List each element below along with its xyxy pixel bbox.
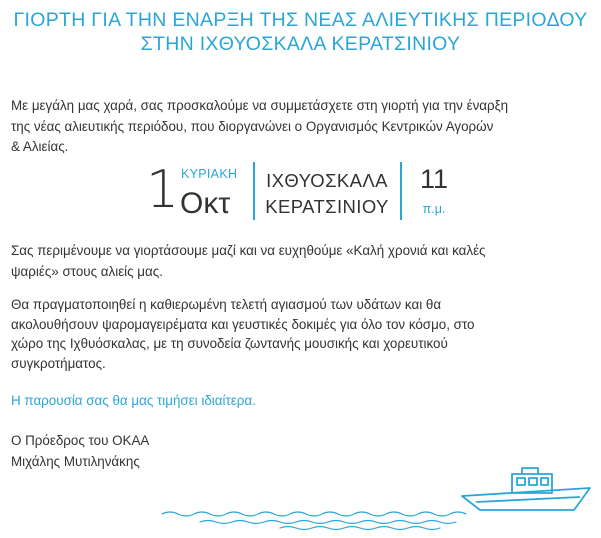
event-day-number: 1 bbox=[146, 160, 180, 220]
intro-line: Με μεγάλη μας χαρά, σας προσκαλούμε να συμμετάσχετε στη γιορτή για την έναρξη bbox=[11, 98, 509, 113]
event-period: π.μ. bbox=[422, 202, 446, 216]
honor-note: Η παρουσία σας θα μας τιμήσει ιδιαίτερα. bbox=[11, 393, 256, 408]
signature-name: Μιχάλης Μυτιληνάκης bbox=[11, 453, 140, 469]
details-paragraph bbox=[11, 295, 589, 373]
wishes-line: Σας περιμένουμε να γιορτάσουμε μαζί και να ευχηθούμε «Καλή χρονιά και καλές bbox=[11, 243, 486, 258]
event-divider bbox=[400, 162, 402, 220]
details-line: συγκροτήματος. bbox=[11, 355, 106, 371]
title-line-1: ΓΙΟΡΤΗ ΓΙΑ ΤΗΝ ΕΝΑΡΞΗ ΤΗΣ ΝΕΑΣ ΑΛΙΕΥΤΙΚΗΣ ΠΕΡΙΟΔΟΥ bbox=[13, 9, 588, 31]
event-hour: 11 bbox=[419, 164, 449, 194]
details-line: ακολουθήσουν ψαρομαγειρέματα και γευστικές δοκιμές για όλο τον κόσμο, στο bbox=[11, 316, 475, 332]
details-line: χώρο της Ιχθυόσκαλας, με τη συνοδεία ζωντανής μουσικής και χορευτικού bbox=[11, 336, 448, 351]
signature-title: Ο Πρόεδρος του ΟΚΑΑ bbox=[11, 433, 150, 448]
event-venue-line: ΚΕΡΑΤΣΙΝΙΟΥ bbox=[265, 196, 389, 217]
wave-line bbox=[200, 521, 456, 524]
invitation-title bbox=[0, 8, 601, 56]
intro-line: & Αλιείας. bbox=[11, 139, 69, 154]
fishing-boat-illustration bbox=[160, 466, 596, 532]
wave-line bbox=[280, 527, 440, 530]
boat-icon bbox=[462, 468, 590, 510]
event-venue-line: ΙΧΘΥΟΣΚΑΛΑ bbox=[266, 170, 388, 191]
event-weekday: ΚΥΡΙΑΚΗ bbox=[181, 167, 238, 181]
title-line-2: ΣΤΗΝ ΙΧΘΥΟΣΚΑΛΑ ΚΕΡΑΤΣΙΝΙΟΥ bbox=[140, 33, 461, 55]
event-month: Οκτ bbox=[180, 187, 231, 220]
details-line: Θα πραγματοποιηθεί η καθιερωμένη τελετή αγιασμού των υδάτων και θα bbox=[11, 297, 442, 312]
intro-line: της νέας αλιευτικής περιόδου, που διοργανώνει ο Οργανισμός Κεντρικών Αγορών bbox=[11, 118, 494, 134]
event-info-block bbox=[0, 158, 601, 228]
wishes-paragraph bbox=[11, 241, 589, 282]
event-venue bbox=[261, 168, 393, 220]
wishes-line: ψαριές» στους αλιείς μας. bbox=[11, 263, 163, 279]
intro-paragraph bbox=[11, 96, 589, 158]
wave-line bbox=[162, 512, 466, 516]
event-divider bbox=[253, 162, 255, 220]
